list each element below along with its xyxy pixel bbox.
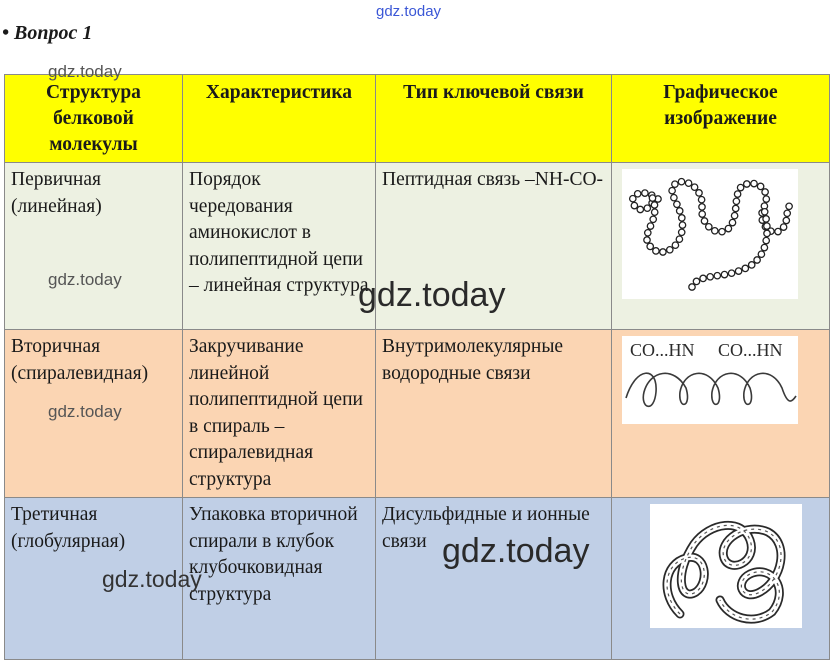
site-watermark-top: gdz.today — [376, 3, 442, 20]
bead — [712, 228, 718, 234]
bead — [701, 218, 707, 224]
bead — [728, 270, 734, 276]
bead — [757, 183, 763, 189]
helix-label-1: CO...HN — [630, 340, 695, 360]
cell-description: Закручивание линейной полипептидной цепи в спираль – спиралевидная структура — [183, 330, 376, 498]
bead — [700, 275, 706, 281]
bead — [761, 244, 767, 250]
column-header-structure: Структура белковой молекулы — [5, 75, 183, 163]
bead — [679, 222, 685, 228]
bead-chain-icon — [622, 169, 798, 299]
globule-icon — [650, 504, 802, 628]
cell-structure: Первичная (линейная) — [5, 163, 183, 330]
table-row-secondary — [5, 330, 830, 498]
bead — [653, 248, 659, 254]
bead — [786, 203, 792, 209]
bead — [671, 195, 677, 201]
helix-icon — [622, 336, 798, 424]
bead — [735, 268, 741, 274]
bead — [762, 189, 768, 195]
cell-structure: Вторичная (спиралевидная) — [5, 330, 183, 498]
bead — [677, 208, 683, 214]
question-heading: • Вопрос 1 — [2, 22, 93, 44]
bead — [751, 180, 757, 186]
watermark: gdz.today — [48, 62, 122, 81]
bead — [714, 273, 720, 279]
bead — [651, 202, 657, 208]
bead — [667, 247, 673, 253]
bead — [734, 191, 740, 197]
bead — [706, 224, 712, 230]
bead — [698, 197, 704, 203]
bead — [733, 198, 739, 204]
bead — [707, 274, 713, 280]
cell-image — [612, 330, 830, 498]
bead — [763, 216, 769, 222]
bead — [679, 215, 685, 221]
bead — [652, 209, 658, 215]
bead — [754, 257, 760, 263]
helix-label-2: CO...HN — [718, 340, 783, 360]
cell-description: Порядок чередования аминокислот в полипептидной цепи – линейная структура — [183, 163, 376, 330]
table-row-tertiary — [5, 498, 830, 660]
bead — [775, 228, 781, 234]
protein-structure-table — [4, 74, 830, 660]
bead — [725, 225, 731, 231]
bead — [660, 249, 666, 255]
bead — [784, 210, 790, 216]
bead — [649, 195, 655, 201]
cell-image — [612, 498, 830, 660]
bead — [630, 196, 636, 202]
bead — [645, 230, 651, 236]
bead — [647, 223, 653, 229]
bead — [689, 284, 695, 290]
column-header-image: Графическое изображение — [612, 75, 830, 163]
bead — [763, 196, 769, 202]
bead — [742, 265, 748, 271]
bead — [678, 179, 684, 185]
bead — [764, 230, 770, 236]
cell-structure: Третичная (глобулярная) — [5, 498, 183, 660]
bead — [672, 181, 678, 187]
bead — [763, 237, 769, 243]
bead — [669, 188, 675, 194]
watermark: gdz.today — [102, 566, 202, 592]
table-header-row — [5, 75, 830, 163]
bead — [647, 243, 653, 249]
bead — [737, 184, 743, 190]
bead — [696, 190, 702, 196]
bead — [674, 201, 680, 207]
watermark: gdz.today — [48, 402, 122, 421]
bead — [631, 202, 637, 208]
column-header-bond-type: Тип ключевой связи — [376, 75, 612, 163]
bead — [699, 204, 705, 210]
cell-image — [612, 163, 830, 330]
column-header-characteristic: Характеристика — [183, 75, 376, 163]
bead — [780, 224, 786, 230]
bead — [693, 278, 699, 284]
bead — [699, 211, 705, 217]
bead — [762, 209, 768, 215]
watermark: gdz.today — [48, 270, 122, 289]
bead — [642, 190, 648, 196]
bead — [744, 181, 750, 187]
bead — [733, 205, 739, 211]
cell-bond: Пептидная связь –NH-CO- — [376, 163, 612, 330]
table-row-primary — [5, 163, 830, 330]
cell-description: Упаковка вторичной спирали в клубок клубочковидная структура — [183, 498, 376, 660]
bead — [729, 219, 735, 225]
bead — [764, 223, 770, 229]
bead — [676, 236, 682, 242]
bead — [721, 271, 727, 277]
bead — [731, 213, 737, 219]
cell-bond: Дисульфидные и ионные связи — [376, 498, 612, 660]
bead — [685, 180, 691, 186]
bead — [783, 217, 789, 223]
bead — [691, 184, 697, 190]
bead — [679, 229, 685, 235]
bead — [650, 216, 656, 222]
watermark: gdz.today — [358, 276, 506, 314]
bead — [719, 229, 725, 235]
bead — [644, 205, 650, 211]
bead — [758, 251, 764, 257]
bead — [637, 206, 643, 212]
bead — [644, 237, 650, 243]
watermark: gdz.today — [442, 532, 590, 570]
cell-bond: Внутримолекулярные водородные связи — [376, 330, 612, 498]
bead — [672, 242, 678, 248]
bead — [749, 262, 755, 268]
